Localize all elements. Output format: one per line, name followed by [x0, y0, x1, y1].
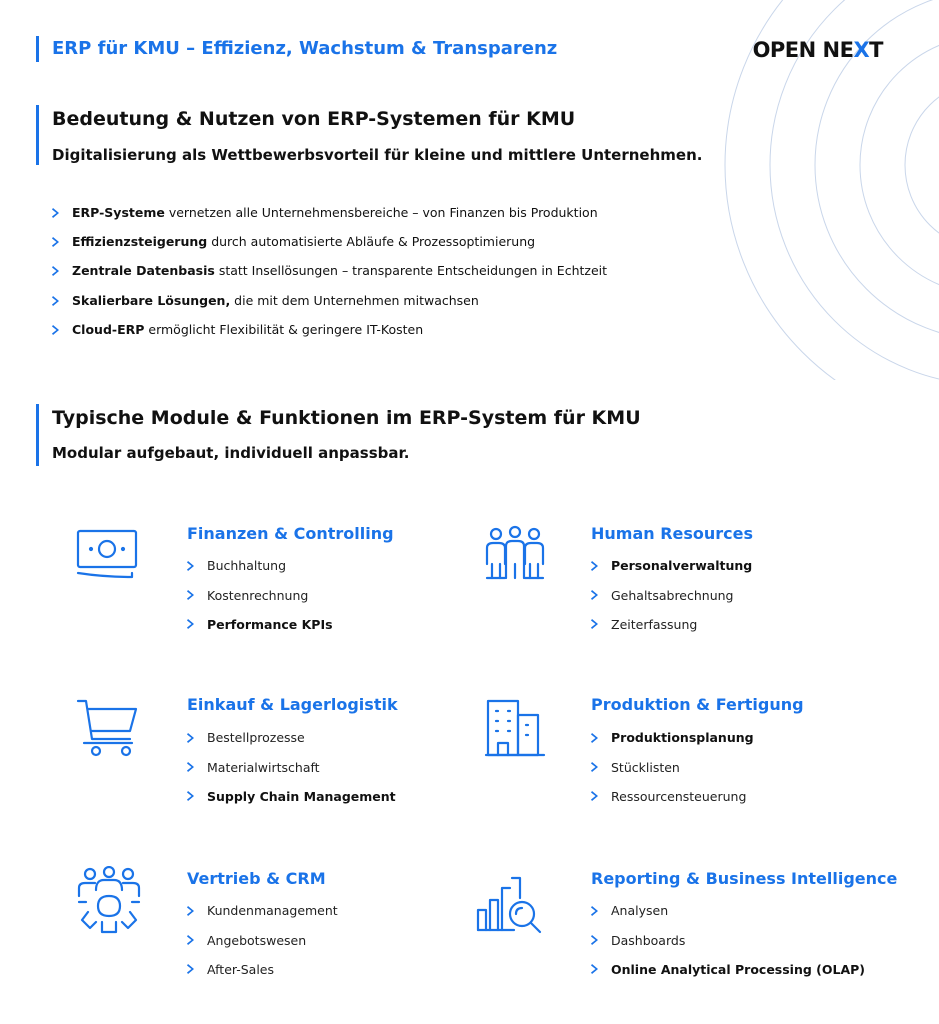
- chevron-right-icon: [591, 935, 599, 945]
- chevron-right-icon: [591, 906, 599, 916]
- list-item: [187, 551, 333, 580]
- chevron-right-icon: [591, 590, 599, 600]
- bullet-text: durch automatisierte Abläufe & Prozessoptimierung: [207, 234, 536, 250]
- chevron-right-icon: [187, 791, 195, 801]
- bullet-text: statt Insellösungen – transparente Entscheidungen in Echtzeit: [214, 263, 608, 279]
- header-accent-bar: [36, 36, 39, 62]
- chevron-right-icon: [52, 325, 60, 335]
- people-icon: [484, 524, 546, 586]
- chevron-right-icon: [591, 619, 599, 629]
- list-item: [187, 896, 338, 925]
- chevron-right-icon: [591, 733, 599, 743]
- module-item: Buchhaltung: [207, 558, 287, 574]
- list-item: [187, 723, 396, 752]
- module-item: Kundenmanagement: [207, 903, 338, 919]
- chevron-right-icon: [591, 762, 599, 772]
- module-item: Gehaltsabrechnung: [611, 587, 734, 603]
- module-title-sales: Vertrieb & CRM: [187, 869, 326, 888]
- section2-accent-bar: [36, 404, 39, 466]
- building-icon: [484, 697, 546, 759]
- chevron-right-icon: [187, 590, 195, 600]
- list-item: [52, 257, 607, 286]
- bullet-bold: Effizienzsteigerung: [72, 234, 208, 250]
- list-item: [591, 580, 752, 609]
- module-item: Online Analytical Processing (OLAP): [611, 961, 866, 977]
- bullet-text: vernetzen alle Unternehmensbereiche – von Finanzen bis Produktion: [164, 204, 598, 220]
- chevron-right-icon: [591, 964, 599, 974]
- list-item: [591, 723, 754, 752]
- module-item: Angebotswesen: [207, 932, 307, 948]
- module-list-reporting: [591, 896, 865, 984]
- module-item: Ressourcensteuerung: [611, 788, 747, 804]
- list-item: [591, 610, 752, 639]
- module-item: Bestellprozesse: [207, 730, 305, 746]
- module-item: Materialwirtschaft: [207, 759, 320, 775]
- chevron-right-icon: [187, 762, 195, 772]
- list-item: [52, 316, 607, 345]
- module-list-hr: [591, 551, 752, 639]
- module-list-production: [591, 723, 754, 811]
- bullet-bold: Cloud-ERP: [72, 322, 145, 338]
- section1-title: Bedeutung & Nutzen von ERP-Systemen für KMU: [52, 108, 576, 130]
- page-title: ERP für KMU – Effizienz, Wachstum & Transparenz: [52, 38, 558, 59]
- chevron-right-icon: [52, 266, 60, 276]
- chevron-right-icon: [187, 561, 195, 571]
- module-item: Analysen: [611, 903, 669, 919]
- cart-icon: [74, 697, 140, 759]
- chevron-right-icon: [187, 619, 195, 629]
- list-item: [591, 782, 754, 811]
- module-title-reporting: Reporting & Business Intelligence: [591, 869, 898, 888]
- chevron-right-icon: [187, 906, 195, 916]
- list-item: [187, 580, 333, 609]
- benefits-list: [52, 198, 607, 345]
- module-item: Personalverwaltung: [611, 558, 753, 574]
- bullet-bold: Zentrale Datenbasis: [72, 263, 215, 279]
- list-item: [591, 925, 865, 954]
- module-item: Dashboards: [611, 932, 686, 948]
- module-title-purchasing: Einkauf & Lagerlogistik: [187, 695, 398, 714]
- chevron-right-icon: [591, 561, 599, 571]
- list-item: [591, 551, 752, 580]
- list-item: [187, 782, 396, 811]
- section1-accent-bar: [36, 105, 39, 165]
- logo: OPEN NEXT: [752, 38, 883, 62]
- chevron-right-icon: [52, 208, 60, 218]
- module-title-production: Produktion & Fertigung: [591, 695, 804, 714]
- module-list-finance: [187, 551, 333, 639]
- bullet-text: ermöglicht Flexibilität & geringere IT-Kosten: [144, 322, 424, 338]
- list-item: [187, 752, 396, 781]
- chart-magnifier-icon: [476, 874, 546, 938]
- module-item: Supply Chain Management: [207, 788, 396, 804]
- module-title-finance: Finanzen & Controlling: [187, 524, 394, 543]
- module-item: Stücklisten: [611, 759, 680, 775]
- chevron-right-icon: [187, 935, 195, 945]
- module-list-purchasing: [187, 723, 396, 811]
- list-item: [187, 955, 338, 984]
- list-item: [187, 925, 338, 954]
- team-gear-icon: [74, 866, 144, 938]
- chevron-right-icon: [52, 237, 60, 247]
- list-item: [52, 198, 607, 227]
- module-title-hr: Human Resources: [591, 524, 754, 543]
- module-item: Kostenrechnung: [207, 587, 309, 603]
- list-item: [52, 286, 607, 315]
- module-list-sales: [187, 896, 338, 984]
- list-item: [591, 896, 865, 925]
- money-icon: [74, 527, 140, 583]
- chevron-right-icon: [591, 791, 599, 801]
- list-item: [591, 752, 754, 781]
- module-item: Performance KPIs: [207, 616, 333, 632]
- section1-subtitle: Digitalisierung als Wettbewerbsvorteil für kleine und mittlere Unternehmen.: [52, 146, 703, 164]
- module-item: After-Sales: [207, 961, 274, 977]
- chevron-right-icon: [187, 733, 195, 743]
- module-item: Produktionsplanung: [611, 730, 754, 746]
- chevron-right-icon: [187, 964, 195, 974]
- chevron-right-icon: [52, 296, 60, 306]
- bullet-bold: ERP-Systeme: [72, 204, 165, 220]
- list-item: [187, 610, 333, 639]
- list-item: [52, 227, 607, 256]
- module-item: Zeiterfassung: [611, 616, 698, 632]
- list-item: [591, 955, 865, 984]
- section2-subtitle: Modular aufgebaut, individuell anpassbar.: [52, 444, 410, 462]
- bullet-text: die mit dem Unternehmen mitwachsen: [230, 292, 479, 308]
- section2-title: Typische Module & Funktionen im ERP-System für KMU: [52, 407, 641, 429]
- bullet-bold: Skalierbare Lösungen,: [72, 292, 231, 308]
